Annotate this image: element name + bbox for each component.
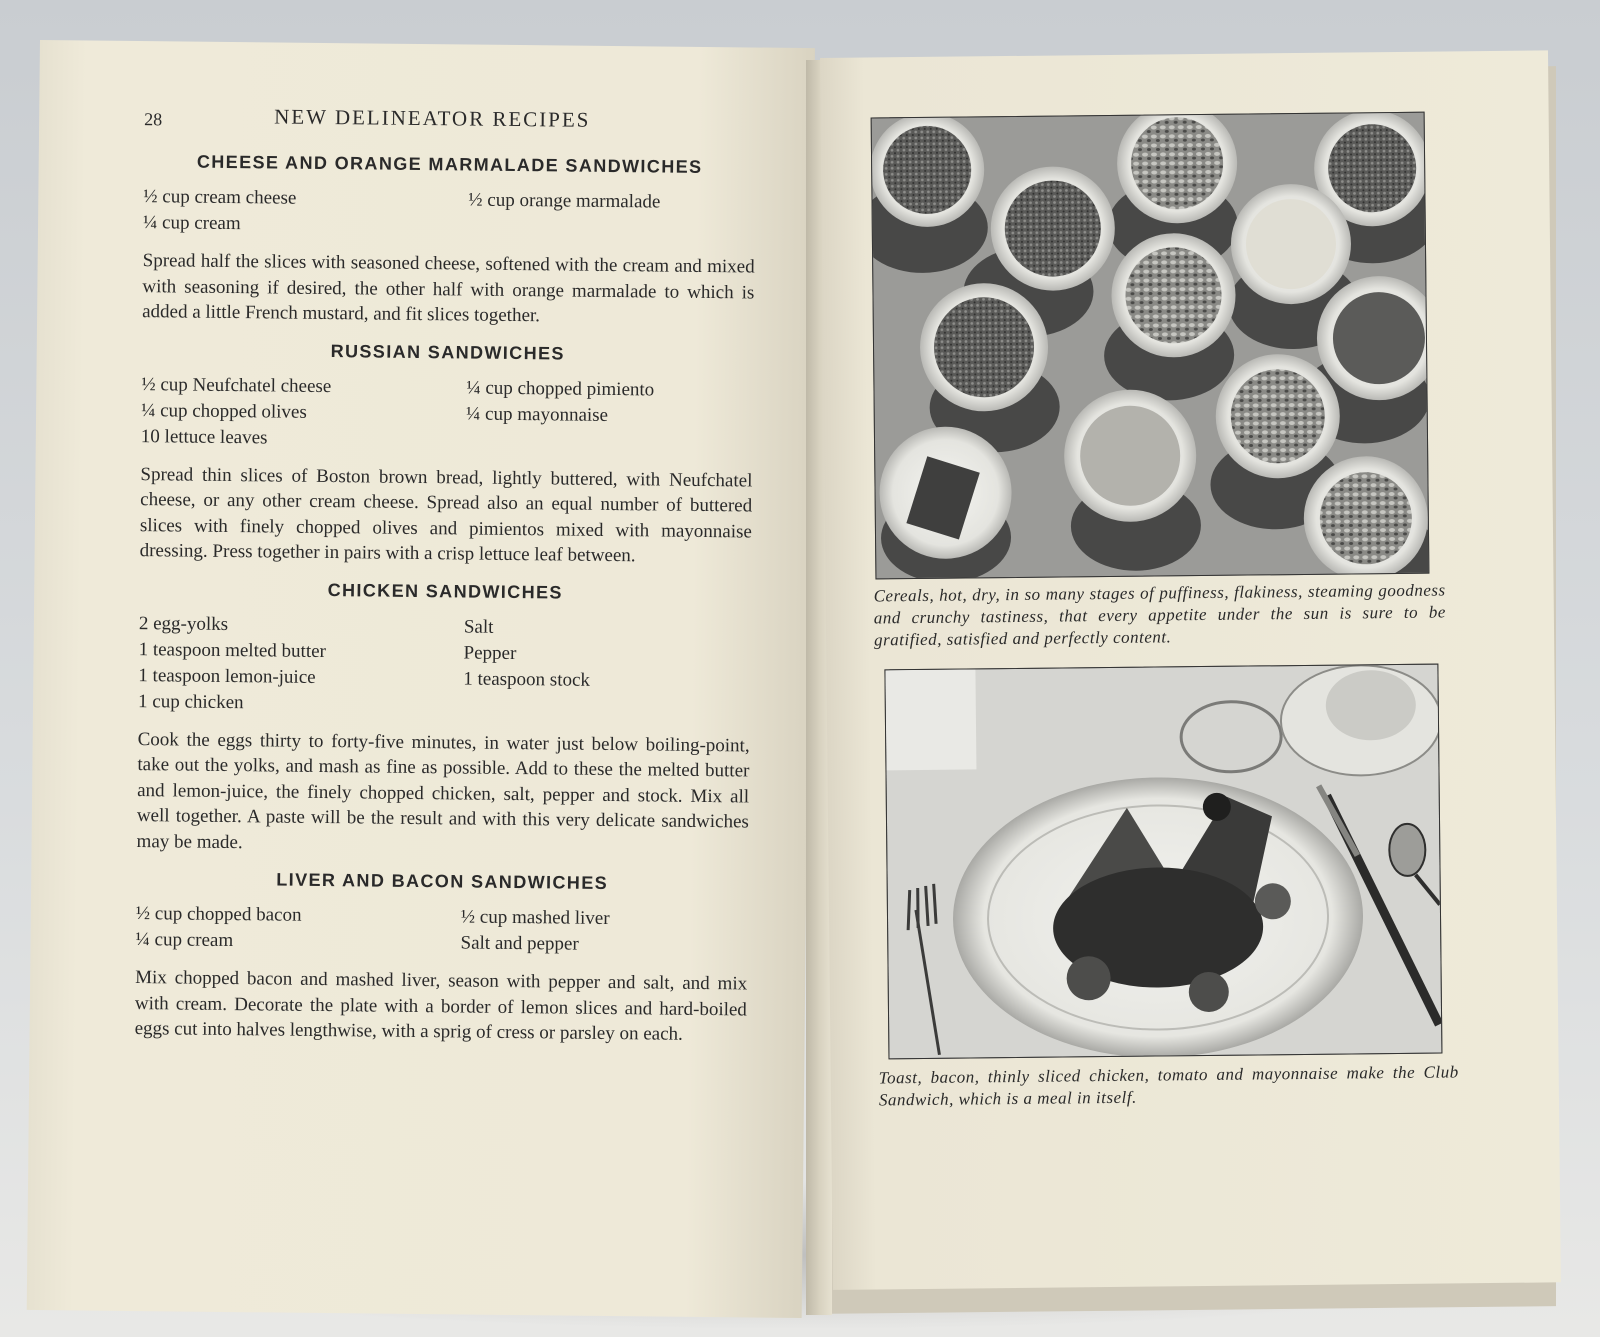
right-page (820, 50, 1561, 1290)
recipe-cheese-orange-marmalade (142, 151, 756, 331)
recipe-instructions: Mix chopped bacon and mashed liver, season with pepper and salt, and mix with cream. Decorate the plate with a border of lemon slices and hard-boiled eggs cut into halves lengthwise, with a sprig of cress or parsley on each. (134, 967, 748, 1045)
club-sandwich-photo (884, 664, 1442, 1060)
ingredient-column (460, 904, 748, 959)
recipe-instructions: Cook the eggs thirty to forty-five minutes, in water just below boiling-point, take out the yolks, and mash as fine as possible. Add to these the melted butter and lemon-juice, the finely chopped chicken, salt, pepper and stock. Mix all well together. A paste will be the result and with this very delicate sandwiches may be made. (136, 728, 750, 853)
ingredient: ¼ cup mayonnaise (466, 402, 609, 426)
ingredient: Pepper (463, 641, 517, 664)
recipe-title: LIVER AND BACON SANDWICHES (276, 869, 609, 893)
ingredient-column (141, 372, 467, 453)
recipe-title: CHEESE AND ORANGE MARMALADE SANDWICHES (196, 151, 703, 177)
recipe-liver-bacon (135, 868, 749, 1048)
recipe-chicken (136, 578, 751, 861)
ingredient: ½ cup mashed liver (460, 906, 610, 930)
ingredient-column (466, 375, 754, 456)
ingredient-column (143, 184, 469, 239)
ingredient: ½ cup orange marmalade (468, 189, 661, 213)
ingredient: ¼ cup chopped pimiento (466, 376, 655, 400)
ingredient-list (143, 184, 756, 242)
left-page (27, 40, 815, 1318)
ingredient-list (135, 901, 748, 959)
ingredient: ½ cup chopped bacon (135, 903, 302, 926)
ingredient: 10 lettuce leaves (140, 425, 268, 448)
ingredient: ½ cup cream cheese (143, 186, 297, 209)
ingredient-list (138, 611, 751, 721)
page-number: 28 (144, 109, 163, 130)
sandwich-photo-caption: Toast, bacon, thinly sliced chicken, tomato and mayonnaise make the Club Sandwich, which is a meal in itself. (878, 1062, 1459, 1110)
recipe-instructions: Spread thin slices of Boston brown bread, lightly buttered, with Neufchatel cheese, or any other cream cheese. Spread also an equal number of buttered slices with finely chopped olives and pimientos mixed with mayonnaise dressing. Press together in pairs with a crisp lettuce leaf between. (139, 463, 753, 567)
ingredient: Salt (463, 615, 494, 638)
ingredient-column (135, 901, 461, 956)
ingredient: 1 teaspoon lemon-juice (138, 664, 316, 688)
ingredient: ¼ cup cream (142, 212, 241, 235)
running-head (144, 103, 744, 139)
recipe-title: RUSSIAN SANDWICHES (330, 340, 565, 364)
ingredient: ¼ cup chopped olives (141, 399, 307, 423)
cereal-bowls-photo (871, 112, 1430, 580)
recipe-instructions: Spread half the slices with seasoned cheese, softened with the cream and mixed with seasoning if desired, the other half with orange marmalade to which is added a little French mustard, and fit slices together. (142, 250, 755, 327)
ingredient: 1 cup chicken (137, 690, 244, 713)
ingredient-column (468, 187, 756, 242)
book-title: NEW DELINEATOR RECIPES (274, 104, 591, 132)
recipe-russian (140, 339, 754, 570)
ingredient-list (141, 372, 754, 456)
ingredient: ½ cup Neufchatel cheese (141, 373, 332, 397)
ingredient: 1 teaspoon melted butter (138, 638, 327, 662)
cereal-photo-caption: Cereals, hot, dry, in so many stages of puffiness, flakiness, steaming goodness and crunchy tastiness, that every appetite under the sun is sure to be gratified, satisfied and perfectly content. (873, 580, 1446, 650)
recipe-title: CHICKEN SANDWICHES (327, 579, 563, 603)
ingredient-column (138, 611, 464, 718)
recipe-list (134, 151, 755, 1062)
ingredient: ¼ cup cream (135, 929, 234, 952)
ingredient: 1 teaspoon stock (463, 667, 591, 691)
ingredient: 2 egg-yolks (138, 612, 229, 635)
ingredient-column (463, 614, 751, 721)
ingredient: Salt and pepper (460, 932, 579, 955)
